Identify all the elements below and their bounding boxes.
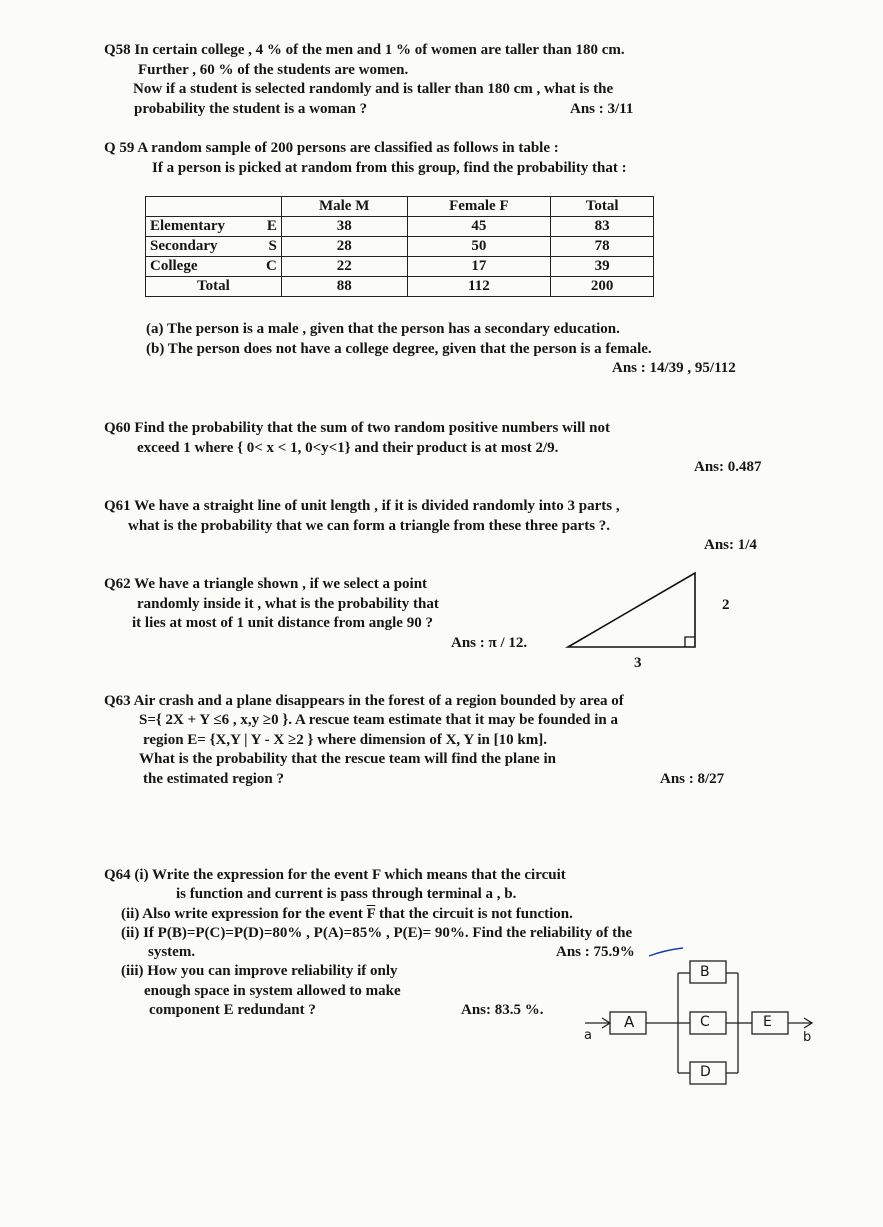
right-angle-marker xyxy=(685,637,695,647)
q60-line2: exceed 1 where { 0< x < 1, 0<y<1} and their product is at most 2/9. xyxy=(137,440,559,456)
q58-line4: probability the student is a woman ? xyxy=(134,101,368,117)
q64-answer2: Ans: 83.5 %. xyxy=(461,1002,544,1018)
table-cell: 78 xyxy=(551,237,654,257)
row-label-cell xyxy=(146,217,282,237)
q59-part-a: (a) The person is a male , given that the person has a secondary education. xyxy=(146,321,620,337)
q63-line2: S={ 2X + Y ≤6 , x,y ≥0 }. A rescue team estimate that it may be founded in a xyxy=(139,712,618,728)
table-header-row xyxy=(146,197,654,217)
table-cell: 83 xyxy=(551,217,654,237)
q64-line3-pre: (ii) Also write expression for the event xyxy=(121,906,363,922)
table-cell: 22 xyxy=(281,257,407,277)
q59-answer: Ans : 14/39 , 95/112 xyxy=(612,360,736,376)
q61-line1: Q61 We have a straight line of unit length , if it is divided randomly into 3 parts , xyxy=(104,498,620,514)
table-cell: 88 xyxy=(281,277,407,297)
circuit-label-a-box: A xyxy=(624,1013,635,1031)
q62-line2: randomly inside it , what is the probability that xyxy=(137,596,439,612)
q63-line3: region E= {X,Y | Y - X ≥2 } where dimension of X, Y in [10 km]. xyxy=(143,732,547,748)
q64-answer1: Ans : 75.9% xyxy=(556,944,635,960)
right-triangle-figure xyxy=(560,565,710,655)
q58-line1: Q58 In certain college , 4 % of the men and 1 % of women are taller than 180 cm. xyxy=(104,42,625,58)
table-row xyxy=(146,237,654,257)
row-label: College xyxy=(150,258,198,274)
q62-answer: Ans : π / 12. xyxy=(451,635,528,651)
q58-line2: Further , 60 % of the students are women. xyxy=(138,62,409,78)
triangle-side-base-label: 3 xyxy=(634,655,642,671)
table-cell: 50 xyxy=(407,237,551,257)
q64-line2: is function and current is pass through terminal a , b. xyxy=(176,886,517,902)
table-cell: 39 xyxy=(551,257,654,277)
table-header-cell: Total xyxy=(551,197,654,217)
q58-answer: Ans : 3/11 xyxy=(570,101,634,117)
circuit-label-e-box: E xyxy=(763,1014,772,1030)
table-cell: Total xyxy=(146,277,282,297)
q60-line1: Q60 Find the probability that the sum of two random positive numbers will not xyxy=(104,420,611,436)
row-code: C xyxy=(266,258,277,274)
q61-answer: Ans: 1/4 xyxy=(704,537,757,553)
q64-line7: enough space in system allowed to make xyxy=(144,983,401,999)
table-cell: 28 xyxy=(281,237,407,257)
q59-line1: Q 59 A random sample of 200 persons are classified as follows in table : xyxy=(104,140,559,156)
q63-answer: Ans : 8/27 xyxy=(660,771,725,787)
q62-line1: Q62 We have a triangle shown , if we select a point xyxy=(104,576,428,592)
table-row xyxy=(146,217,654,237)
circuit-terminal-a: a xyxy=(584,1028,592,1043)
q58-line3: Now if a student is selected randomly and is taller than 180 cm , what is the xyxy=(133,81,614,97)
q64-line8: component E redundant ? xyxy=(149,1002,316,1018)
table-header-cell: Female F xyxy=(407,197,551,217)
q59-table xyxy=(145,196,654,297)
table-cell: 17 xyxy=(407,257,551,277)
q64-line3 xyxy=(121,905,573,924)
q62-line3: it lies at most of 1 unit distance from angle 90 ? xyxy=(132,615,433,631)
q60-answer: Ans: 0.487 xyxy=(694,459,762,475)
circuit-label-b-box: B xyxy=(700,964,710,980)
table-cell: 38 xyxy=(281,217,407,237)
row-label-cell xyxy=(146,237,282,257)
q59-part-b: (b) The person does not have a college degree, given that the person is a female. xyxy=(146,341,652,357)
circuit-terminal-b: b xyxy=(803,1030,812,1045)
table-header-cell: Male M xyxy=(281,197,407,217)
table-cell: 200 xyxy=(551,277,654,297)
q63-line5: the estimated region ? xyxy=(143,771,284,787)
row-label: Secondary xyxy=(150,238,218,254)
row-label: Elementary xyxy=(150,218,225,234)
q61-line2: what is the probability that we can form a triangle from these three parts ?. xyxy=(128,518,611,534)
q63-line1: Q63 Air crash and a plane disappears in the forest of a region bounded by area of xyxy=(104,693,624,709)
q64-line3-post: that the circuit is not function. xyxy=(379,906,573,922)
table-cell: 45 xyxy=(407,217,551,237)
triangle-shape xyxy=(568,573,695,647)
q64-line5: system. xyxy=(148,944,196,960)
table-header-cell xyxy=(146,197,282,217)
table-total-row xyxy=(146,277,654,297)
row-code: S xyxy=(268,238,277,254)
triangle-side-vertical-label: 2 xyxy=(722,597,730,613)
table-row xyxy=(146,257,654,277)
circuit-label-c-box: C xyxy=(700,1014,710,1030)
q64-line6: (iii) How you can improve reliability if only xyxy=(121,963,398,979)
row-label-cell xyxy=(146,257,282,277)
q64-line1: Q64 (i) Write the expression for the event F which means that the circuit xyxy=(104,867,566,883)
circuit-label-d-box: D xyxy=(700,1064,711,1080)
q64-line4: (ii) If P(B)=P(C)=P(D)=80% , P(A)=85% , P(E)= 90%. Find the reliability of the xyxy=(121,925,633,941)
q59-line2: If a person is picked at random from this group, find the probability that : xyxy=(152,160,627,176)
row-code: E xyxy=(266,218,277,234)
table-cell: 112 xyxy=(407,277,551,297)
q64-line3-bar-f: $\overline{F}$ xyxy=(366,906,376,922)
q63-line4: What is the probability that the rescue team will find the plane in xyxy=(139,751,556,767)
